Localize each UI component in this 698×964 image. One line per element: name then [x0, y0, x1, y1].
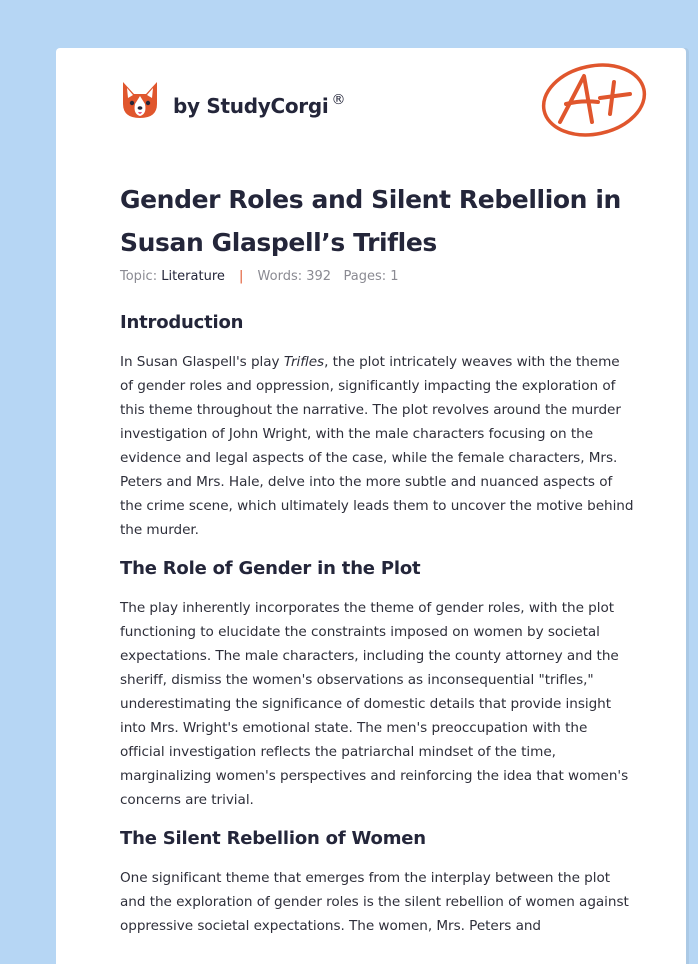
section-heading-introduction: Introduction — [120, 312, 244, 333]
section-paragraph-silent-rebellion: One significant theme that emerges from the interplay between the plot and the exploration of gender roles is the silent rebellion of women against oppressive societal expectations. The women, Mrs. Peters and — [120, 870, 629, 934]
essay-body — [120, 310, 636, 952]
brand-name: by StudyCorgi ® — [173, 92, 346, 118]
section-heading-silent-rebellion: The Silent Rebellion of Women — [120, 828, 426, 849]
play-title: Trifles — [283, 354, 325, 370]
section-heading-gender-role: The Role of Gender in the Plot — [120, 558, 421, 579]
page-count: Pages: 1 — [343, 269, 399, 284]
section-paragraph-introduction: In Susan Glaspell's play Trifles, the plot intricately weaves with the theme of gender roles and oppression, significantly impacting the exploration of this theme throughout the narrative. The plot revolves around the murder investigation of John Wright, with the male characters focusing on the evidence and legal aspects of the case, while the female characters, Mrs. Peters and Mrs. Hale, delve into the more subtle and nuanced aspects of the crime scene, which ultimately leads them to uncover the motive behind the murder. — [120, 354, 634, 538]
topic-link[interactable]: Literature — [161, 269, 225, 284]
a-plus-grade-icon — [538, 58, 650, 140]
document-page — [56, 48, 686, 964]
topic-label: Topic: — [120, 269, 158, 284]
document-meta — [120, 269, 399, 284]
corgi-logo-icon — [121, 78, 159, 122]
registered-mark: ® — [331, 92, 346, 108]
section-paragraph-gender-role: The play inherently incorporates the theme of gender roles, with the plot functioning to elucidate the constraints imposed on women by societal expectations. The male characters, including the county attorney and the sheriff, dismiss the women's observations as inconsequential "trifles," underestimating the significance of domestic details that provide insight into Mrs. Wright's emotional state. The men's preoccupation with the official investigation reflects the patriarchal mindset of the time, marginalizing women's perspectives and reinforcing the idea that women's concerns are trivial. — [120, 600, 629, 808]
document-title: Gender Roles and Silent Rebellion in Susan Glaspell’s Trifles — [120, 185, 621, 257]
meta-separator: | — [239, 269, 244, 284]
word-count: Words: 392 — [257, 269, 332, 284]
studycorgi-brand[interactable] — [121, 78, 345, 122]
